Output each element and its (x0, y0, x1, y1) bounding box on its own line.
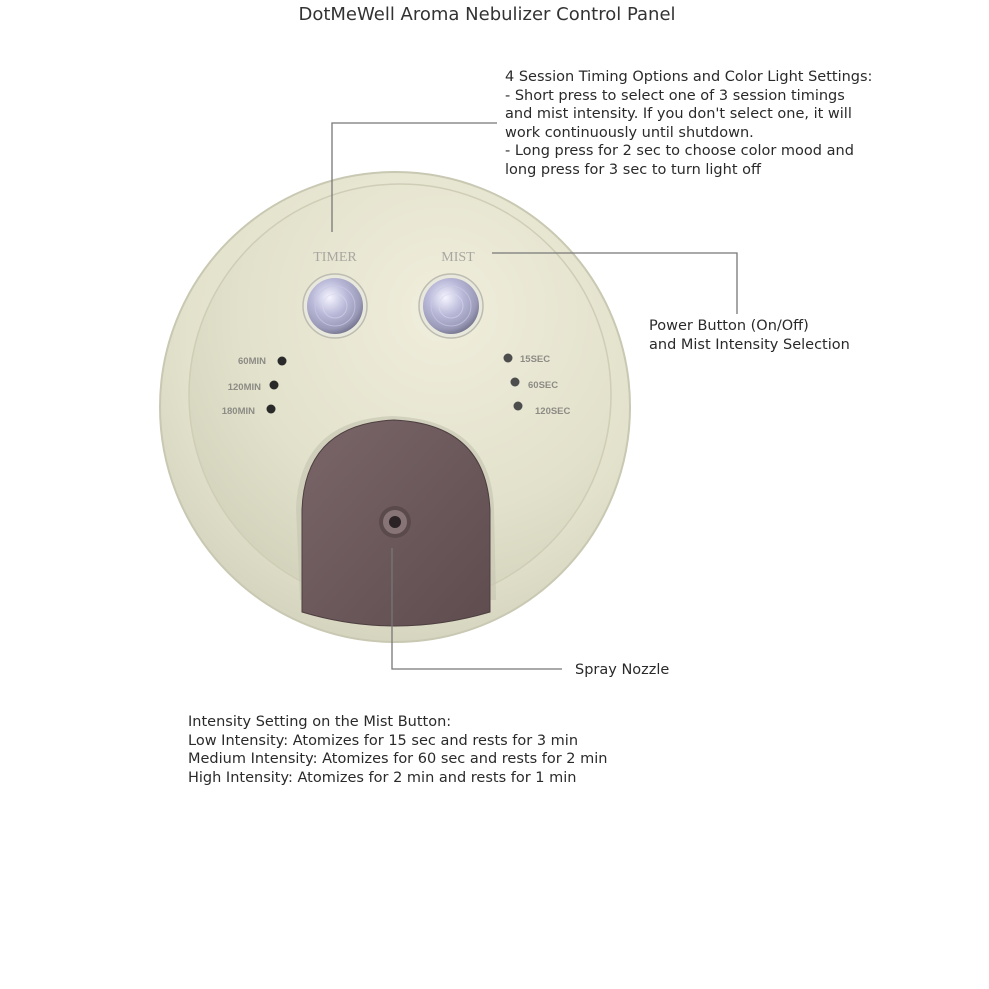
timer-callout-text: 4 Session Timing Options and Color Light Settings: - Short press to select one of 3 session timings and mist intensity. If you don't select one, it will work continuously until shutdown. - Long press for 2 sec to choose color mood and long press for 3 sec to turn light off (505, 69, 873, 178)
led-label-15sec: 15SEC (520, 354, 551, 365)
led-120min (270, 381, 279, 390)
led-60min (278, 357, 287, 366)
led-15sec (504, 354, 513, 363)
timer-label: TIMER (313, 250, 357, 265)
led-label-180min: 180MIN (221, 406, 255, 417)
led-label-120sec: 120SEC (535, 406, 571, 417)
led-60sec (511, 378, 520, 387)
led-120sec (514, 402, 523, 411)
led-label-120min: 120MIN (227, 382, 261, 393)
spray-nozzle (379, 506, 411, 538)
spray-nozzle-callout-text: Spray Nozzle (575, 662, 670, 678)
timer-button[interactable] (303, 274, 367, 338)
led-label-60min: 60MIN (238, 356, 266, 367)
led-180min (267, 405, 276, 414)
intensity-settings-notes: Intensity Setting on the Mist Button: Low Intensity: Atomizes for 15 sec and rests for 3 min Medium Intensity: Atomizes for 60 sec and rests for 2 min High Intensity: Atomizes for 2 min and rests for 1 min (188, 714, 608, 786)
diagram-title: DotMeWell Aroma Nebulizer Control Panel (298, 4, 676, 25)
mist-power-button[interactable] (419, 274, 483, 338)
led-label-60sec: 60SEC (528, 380, 559, 391)
mist-label: MIST (441, 250, 475, 265)
power-button-callout-text: Power Button (On/Off) and Mist Intensity Selection (649, 318, 850, 353)
